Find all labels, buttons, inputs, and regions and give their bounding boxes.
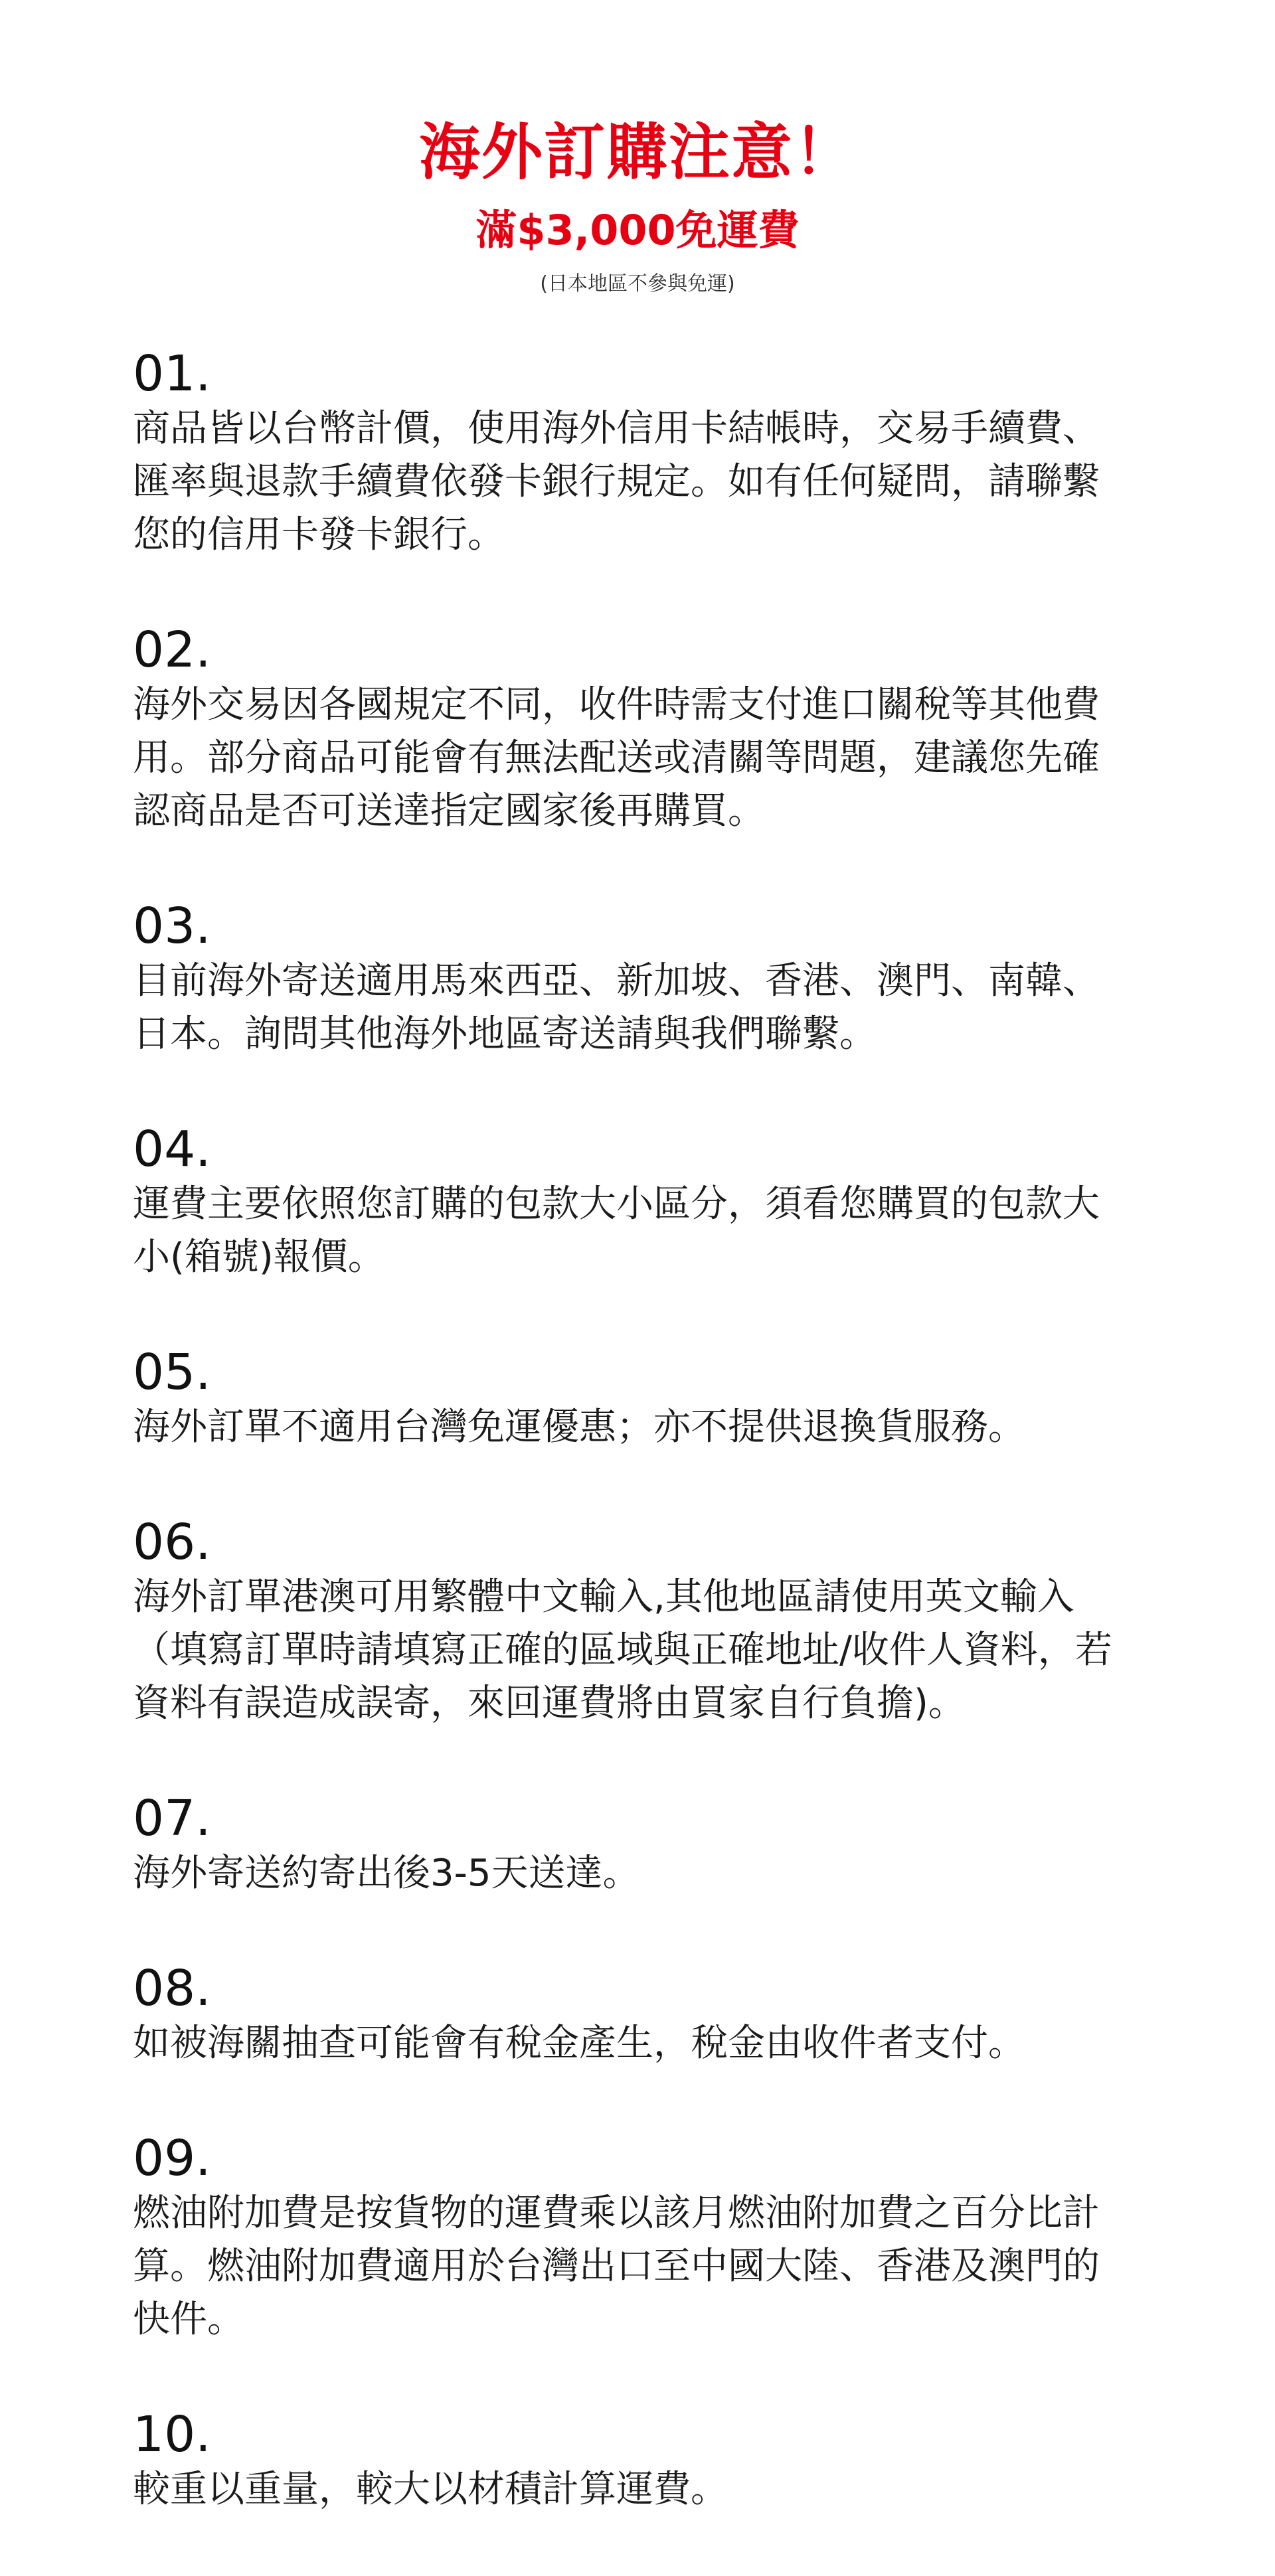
notice-item-number: 10. [133, 2406, 211, 2463]
notice-item-text: 商品皆以台幣計價，使用海外信用卡結帳時，交易手續費、 匯率與退款手續費依發卡銀行規定。如有任何疑問，請聯繫 您的信用卡發卡銀行。 [133, 407, 1100, 556]
free-shipping-subtitle: 滿$3,000免運費 [475, 206, 800, 254]
notice-item-text: 較重以重量，較大以材積計算運費。 [133, 2468, 728, 2511]
notice-item-05 [133, 1344, 1169, 1454]
page-title: 海外訂購注意！ [418, 117, 856, 188]
notice-item-number: 02. [133, 621, 211, 679]
notice-item-number: 08. [133, 1960, 211, 2017]
notice-item-07 [133, 1790, 1169, 1900]
notice-item-04 [133, 1121, 1169, 1284]
notice-item-text: 海外訂單不適用台灣免運優惠；亦不提供退換貨服務。 [133, 1406, 1025, 1449]
notice-item-number: 07. [133, 1790, 211, 1847]
notice-item-text: 燃油附加費是按貨物的運費乘以該月燃油附加費之百分比計 算。燃油附加費適用於台灣出口至中國大陸、香港及澳門的 快件。 [133, 2192, 1100, 2341]
page-header [0, 113, 1275, 297]
notice-item-text: 如被海關抽查可能會有稅金產生，稅金由收件者支付。 [133, 2022, 1025, 2065]
notice-item-03 [133, 898, 1169, 1061]
notice-item-10 [133, 2406, 1169, 2516]
shipping-note: (日本地區不參與免運) [540, 272, 735, 295]
notice-list [133, 345, 1169, 2576]
notice-item-text: 目前海外寄送適用馬來西亞、新加坡、香港、澳門、南韓、 日本。詢問其他海外地區寄送請與我們聯繫。 [133, 959, 1100, 1056]
notice-item-01 [133, 345, 1169, 562]
notice-item-number: 01. [133, 345, 211, 402]
notice-item-08 [133, 1960, 1169, 2070]
notice-item-number: 04. [133, 1121, 211, 1178]
notice-item-text: 海外交易因各國規定不同，收件時需支付進口關稅等其他費 用。部分商品可能會有無法配送或清關等問題，建議您先確 認商品是否可送達指定國家後再購買。 [133, 683, 1100, 833]
notice-item-text: 運費主要依照您訂購的包款大小區分，須看您購買的包款大 小(箱號)報價。 [133, 1182, 1100, 1279]
notice-item-number: 06. [133, 1514, 211, 1571]
notice-item-06 [133, 1514, 1169, 1730]
notice-item-number: 09. [133, 2130, 211, 2187]
notice-item-09 [133, 2130, 1169, 2346]
notice-item-number: 03. [133, 898, 211, 955]
notice-item-text: 海外訂單港澳可用繁體中文輸入,其他地區請使用英文輸入 （填寫訂單時請填寫正確的區域與正確地址/收件人資料，若 資料有誤造成誤寄，來回運費將由買家自行負擔)。 [133, 1575, 1112, 1725]
notice-item-text: 海外寄送約寄出後3-5天送達。 [133, 1852, 640, 1895]
notice-item-02 [133, 621, 1169, 838]
notice-item-number: 05. [133, 1344, 211, 1401]
